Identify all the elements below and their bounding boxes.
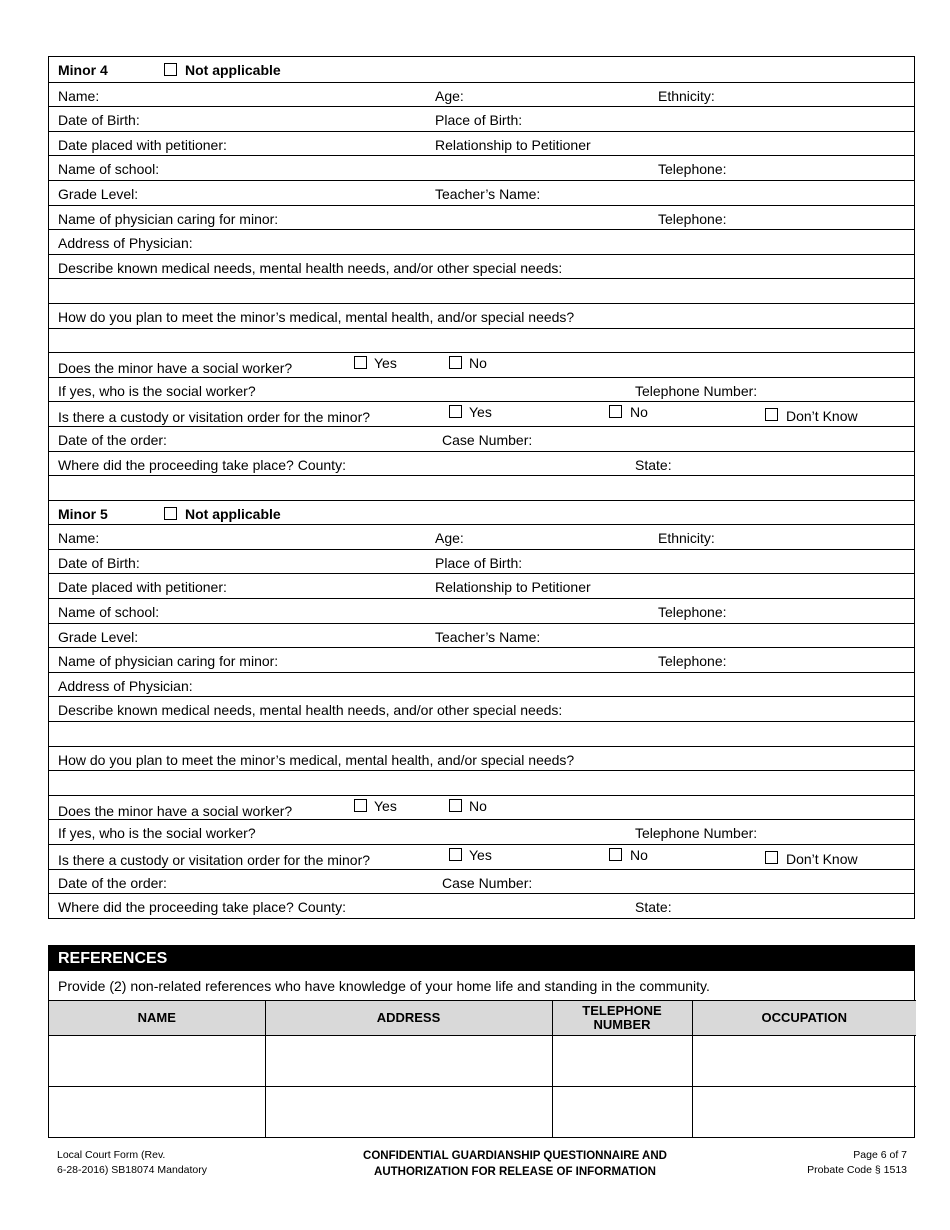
school-label: Name of school: — [58, 161, 160, 178]
reference-2-telephone-cell[interactable] — [552, 1087, 692, 1138]
custody-no-checkbox[interactable] — [609, 848, 622, 861]
references-section — [48, 945, 915, 1138]
state-label: State: — [635, 456, 672, 473]
minor-4-not-applicable-label: Not applicable — [185, 62, 281, 78]
physician-label: Name of physician caring for minor: — [58, 210, 279, 227]
minor-5-plan-row — [49, 746, 914, 771]
social-worker-yes-label: Yes — [374, 797, 397, 814]
minor-4-name-row[interactable] — [49, 82, 914, 107]
custody-no-label: No — [630, 847, 648, 863]
column-header-telephone — [552, 1001, 692, 1036]
reference-2-address-cell[interactable] — [265, 1087, 552, 1138]
minor-4-needs-answer-row[interactable] — [49, 278, 914, 303]
minor-5-school-row[interactable] — [49, 598, 914, 623]
order-date-label: Date of the order: — [58, 431, 167, 448]
needs-label: Describe known medical needs, mental health needs, and/or other special needs: — [58, 702, 563, 719]
minor-4-grade-row[interactable] — [49, 180, 914, 205]
social-worker-no-checkbox[interactable] — [449, 799, 462, 812]
reference-2-occupation-cell[interactable] — [692, 1087, 916, 1138]
custody-yes-checkbox[interactable] — [449, 848, 462, 861]
proceeding-label: Where did the proceeding take place? County: — [58, 456, 346, 473]
column-header-address: ADDRESS — [265, 1001, 552, 1036]
minor-5-not-applicable-checkbox[interactable] — [164, 507, 177, 520]
minor-5-grade-row[interactable] — [49, 623, 914, 648]
minor-5-plan-answer-row[interactable] — [49, 770, 914, 795]
minor-4-placed-row[interactable] — [49, 131, 914, 156]
plan-label: How do you plan to meet the minor’s medical, mental health, and/or special needs? — [58, 308, 575, 325]
physician-address-label: Address of Physician: — [58, 677, 193, 694]
footer-center-line-2: AUTHORIZATION FOR RELEASE OF INFORMATION — [374, 1166, 656, 1178]
school-phone-label: Telephone: — [658, 604, 727, 621]
physician-phone-label: Telephone: — [658, 653, 727, 670]
social-worker-question: Does the minor have a social worker? — [58, 802, 293, 819]
order-date-label: Date of the order: — [58, 874, 167, 891]
minor-5-physician-row[interactable] — [49, 647, 914, 672]
footer-probate-code: Probate Code § 1513 — [807, 1164, 907, 1176]
telephone-number-label: Telephone Number: — [635, 382, 758, 399]
minor-4-custody-row — [49, 401, 914, 426]
minor-4-plan-answer-row[interactable] — [49, 328, 914, 353]
telephone-header-text: TELEPHONE NUMBER — [582, 1003, 662, 1032]
telephone-number-label: Telephone Number: — [635, 825, 758, 842]
state-label: State: — [635, 899, 672, 916]
physician-label: Name of physician caring for minor: — [58, 653, 279, 670]
custody-dont-know-checkbox[interactable] — [765, 851, 778, 864]
minor-4-plan-row — [49, 303, 914, 328]
reference-1-occupation-cell[interactable] — [692, 1036, 916, 1087]
place-of-birth-label: Place of Birth: — [435, 554, 523, 571]
footer-page-number: Page 6 of 7 — [853, 1149, 907, 1161]
reference-1-telephone-cell[interactable] — [552, 1036, 692, 1087]
table-row — [49, 1036, 916, 1087]
teacher-label: Teacher’s Name: — [435, 628, 541, 645]
dob-label: Date of Birth: — [58, 554, 140, 571]
dob-label: Date of Birth: — [58, 112, 140, 129]
minor-5-proceeding-row[interactable] — [49, 893, 914, 918]
minor-5-placed-row[interactable] — [49, 573, 914, 598]
column-header-occupation: OCCUPATION — [692, 1001, 916, 1036]
minor-5-header-row — [49, 500, 914, 525]
grade-label: Grade Level: — [58, 628, 139, 645]
custody-yes-checkbox[interactable] — [449, 405, 462, 418]
social-worker-who-label: If yes, who is the social worker? — [58, 382, 256, 399]
grade-label: Grade Level: — [58, 185, 139, 202]
custody-question: Is there a custody or visitation order for the minor? — [58, 409, 371, 426]
minor-form — [48, 56, 915, 919]
minor-5-physician-address-row[interactable] — [49, 672, 914, 697]
minor-5-needs-row — [49, 696, 914, 721]
age-label: Age: — [435, 87, 464, 104]
minor-4-social-worker-row — [49, 352, 914, 377]
minor-4-not-applicable-checkbox[interactable] — [164, 63, 177, 76]
footer-form-id — [57, 1148, 207, 1178]
minor-4-heading: Minor 4 — [58, 62, 108, 78]
date-placed-label: Date placed with petitioner: — [58, 136, 227, 153]
custody-dont-know-label: Don’t Know — [786, 408, 858, 425]
custody-yes-label: Yes — [469, 404, 492, 421]
minor-4-physician-row[interactable] — [49, 205, 914, 230]
minor-5-dob-row[interactable] — [49, 549, 914, 574]
needs-label: Describe known medical needs, mental health needs, and/or other special needs: — [58, 259, 563, 276]
social-worker-yes-label: Yes — [374, 355, 397, 372]
social-worker-who-label: If yes, who is the social worker? — [58, 825, 256, 842]
place-of-birth-label: Place of Birth: — [435, 112, 523, 129]
physician-phone-label: Telephone: — [658, 210, 727, 227]
references-intro: Provide (2) non-related references who have knowledge of your home life and standing in the community. — [49, 970, 914, 1000]
ethnicity-label: Ethnicity: — [658, 530, 715, 547]
custody-dont-know-checkbox[interactable] — [765, 408, 778, 421]
references-table — [49, 1000, 916, 1137]
minor-5-order-row[interactable] — [49, 869, 914, 894]
custody-dont-know-label: Don’t Know — [786, 851, 858, 867]
references-header-row — [49, 1001, 916, 1036]
social-worker-no-checkbox[interactable] — [449, 356, 462, 369]
minor-4-school-row[interactable] — [49, 155, 914, 180]
proceeding-label: Where did the proceeding take place? County: — [58, 899, 346, 916]
school-label: Name of school: — [58, 604, 160, 621]
school-phone-label: Telephone: — [658, 161, 727, 178]
custody-yes-label: Yes — [469, 847, 492, 863]
table-row — [49, 1087, 916, 1138]
footer-center-line-1: CONFIDENTIAL GUARDIANSHIP QUESTIONNAIRE AND — [363, 1150, 667, 1162]
footer-form-title — [300, 1148, 730, 1180]
reference-2-name-cell[interactable] — [49, 1087, 265, 1138]
case-number-label: Case Number: — [442, 874, 533, 891]
minor-4-header-row — [49, 57, 914, 82]
footer-page-info — [807, 1148, 907, 1178]
social-worker-no-label: No — [469, 355, 487, 372]
relationship-label: Relationship to Petitioner — [435, 579, 591, 596]
minor-5-heading: Minor 5 — [58, 505, 108, 522]
minor-5-needs-answer-row[interactable] — [49, 721, 914, 746]
teacher-label: Teacher’s Name: — [435, 185, 541, 202]
minor-5-name-row[interactable] — [49, 524, 914, 549]
minor-4-proceeding-row[interactable] — [49, 451, 914, 476]
minor-5-social-worker-who-row[interactable] — [49, 819, 914, 844]
custody-no-label: No — [630, 404, 648, 421]
minor-4-needs-row — [49, 254, 914, 279]
reference-1-address-cell[interactable] — [265, 1036, 552, 1087]
ethnicity-label: Ethnicity: — [658, 87, 715, 104]
social-worker-yes-checkbox[interactable] — [354, 799, 367, 812]
social-worker-no-label: No — [469, 797, 487, 814]
column-header-name: NAME — [49, 1001, 265, 1036]
footer-left-line-1: Local Court Form (Rev. — [57, 1149, 166, 1161]
custody-question: Is there a custody or visitation order for the minor? — [58, 852, 371, 868]
references-title: REFERENCES — [49, 946, 914, 970]
case-number-label: Case Number: — [442, 431, 533, 448]
minor-4-dob-row[interactable] — [49, 106, 914, 131]
physician-address-label: Address of Physician: — [58, 235, 193, 252]
minor-4-physician-address-row[interactable] — [49, 229, 914, 254]
minor-5-custody-row — [49, 844, 914, 869]
minor-4-social-worker-who-row[interactable] — [49, 377, 914, 402]
name-label: Name: — [58, 530, 100, 547]
reference-1-name-cell[interactable] — [49, 1036, 265, 1087]
custody-no-checkbox[interactable] — [609, 405, 622, 418]
name-label: Name: — [58, 87, 100, 104]
minor-4-order-row[interactable] — [49, 426, 914, 451]
minor-5-not-applicable-label: Not applicable — [185, 505, 281, 522]
social-worker-question: Does the minor have a social worker? — [58, 360, 293, 377]
minor-5-social-worker-row — [49, 795, 914, 820]
relationship-label: Relationship to Petitioner — [435, 136, 591, 153]
age-label: Age: — [435, 530, 464, 547]
social-worker-yes-checkbox[interactable] — [354, 356, 367, 369]
date-placed-label: Date placed with petitioner: — [58, 579, 227, 596]
footer-left-line-2: 6-28-2016) SB18074 Mandatory — [57, 1164, 208, 1176]
spacer-row — [49, 475, 914, 500]
plan-label: How do you plan to meet the minor’s medical, mental health, and/or special needs? — [58, 751, 575, 768]
